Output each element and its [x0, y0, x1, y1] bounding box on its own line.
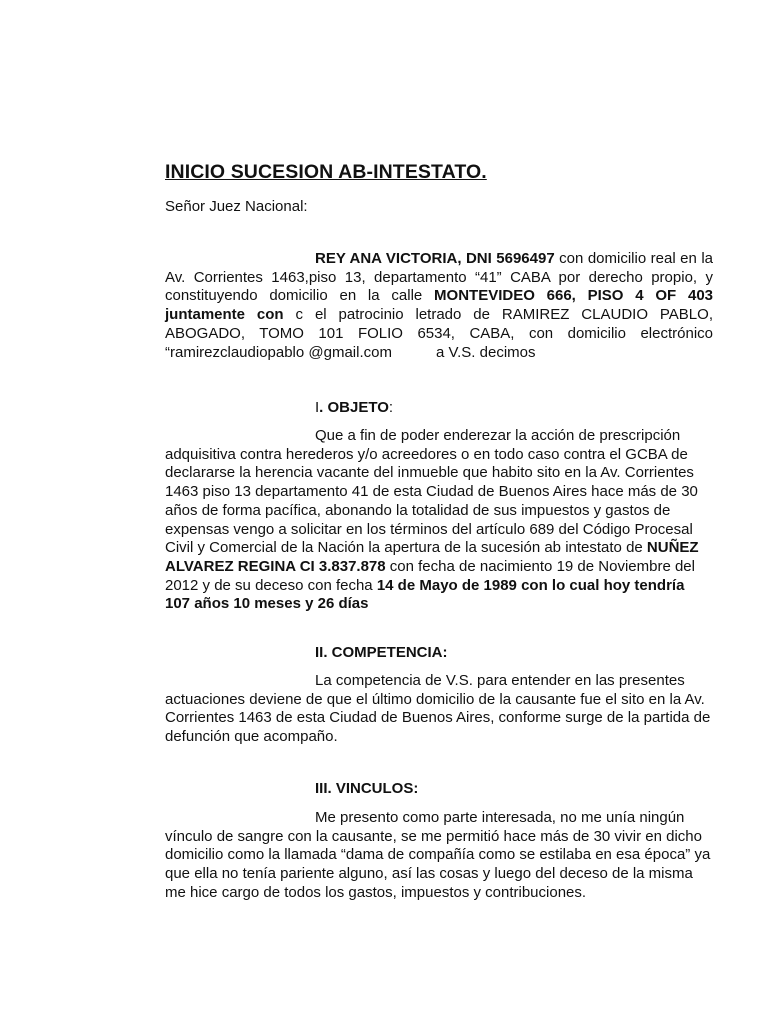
- intro-paragraph: [165, 250, 713, 362]
- competencia-paragraph: [165, 672, 713, 747]
- legal-address: MONTEVIDEO 666, PISO 4 OF 403 juntamente con: [165, 287, 714, 324]
- vinculos-text: Me presento como parte interesada, no me unía ningún vínculo de sangre con la causante, se me permitió hace más de 30 vivir en dicho domicilio como la llamada “dama de compañía como se estilaba en esa época” ya que ella no tenía pariente alguno, así las cosas y luego del deceso de la misma me hice cargo de todos los gastos, impuestos y contribuciones.: [165, 809, 711, 901]
- objeto-paragraph: [165, 427, 713, 614]
- intro-text-1: con domicilio real en la Av. Corrientes 1463,piso 13, departamento “41” CABA por derecho propio, y constituyendo domicilio en la calle: [165, 250, 714, 305]
- vinculos-paragraph: [165, 809, 713, 903]
- section-heading-competencia: II. COMPETENCIA:: [315, 644, 448, 661]
- death-date-statement: 14 de Mayo de 1989 con lo cual hoy tendría 107 años 10 meses y 26 días: [165, 576, 685, 613]
- intro-text-2: c el patrocinio letrado de RAMIREZ CLAUDIO PABLO, ABOGADO, TOMO 101 FOLIO 6534, CABA, con domicilio electrónico “ramirezclaudiopablo @gmail.com: [165, 306, 713, 361]
- intro-text-3: a V.S. decimos: [435, 343, 536, 361]
- objeto-text-1: Que a fin de poder enderezar la acción de prescripción adquisitiva contra herederos y/o acreedores o en todo caso contra el GCBA de declararse la herencia vacante del inmueble que habito sito en la Av. Corrientes 1463 piso 13 departamento 41 de esta Ciudad de Buenos Aires hace más de 30 años de forma pacífica, abonando la totalidad de sus impuestos y gastos de expensas vengo a solicitar en los términos del artículo 689 del Código Procesal Civil y Comercial de la Nación la apertura de la sucesión ab intestato de: [165, 427, 698, 557]
- petitioner-name: REY ANA VICTORIA, DNI 5696497: [315, 250, 555, 267]
- competencia-text: La competencia de V.S. para entender en las presentes actuaciones deviene de que el último domicilio de la causante fue el sito en la Av. Corrientes 1463 de esta Ciudad de Buenos Aires, conforme surge de la partida de defunción que acompaño.: [165, 672, 711, 746]
- salutation: Señor Juez Nacional:: [165, 198, 308, 215]
- document-title: INICIO SUCESION AB-INTESTATO.: [165, 161, 487, 183]
- section-number: I: [315, 399, 320, 416]
- section-colon: :: [388, 399, 394, 416]
- section-label: . OBJETO: [319, 399, 389, 416]
- deceased-name: NUÑEZ ALVAREZ REGINA CI 3.837.878: [165, 539, 699, 575]
- objeto-text-2: con fecha de nacimiento 19 de Noviembre del 2012 y de su deceso con fecha: [165, 557, 695, 594]
- section-heading-vinculos: III. VINCULOS:: [315, 780, 419, 797]
- section-heading-objeto: [315, 399, 393, 418]
